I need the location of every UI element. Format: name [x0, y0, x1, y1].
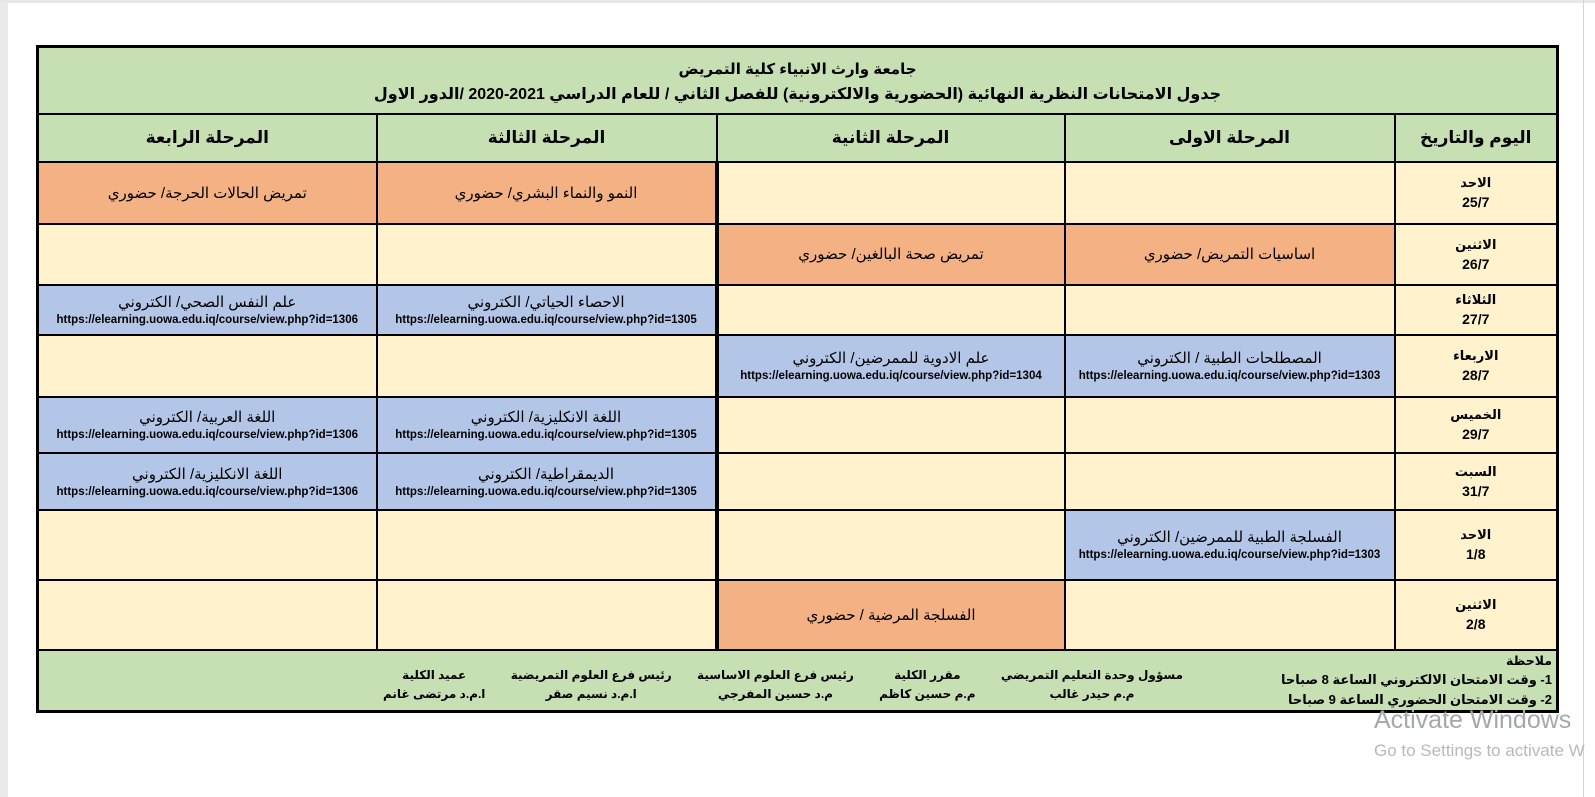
window-right-edge	[1583, 0, 1584, 797]
window-left-gutter	[0, 0, 8, 797]
university-title: جامعة وارث الانبياء كلية التمريض	[678, 61, 917, 79]
exam-cell	[38, 397, 377, 453]
day-name: الاحد	[1460, 175, 1492, 190]
course-name: الديمقراطية/ الكتروني	[477, 465, 615, 483]
empty-cell	[377, 335, 717, 397]
day-date: 29/7	[1462, 426, 1490, 442]
course-url[interactable]: https://elearning.uowa.edu.iq/course/view.php?id=1303	[1078, 370, 1381, 382]
day-name: الاثنين	[1455, 236, 1497, 252]
exam-cell	[38, 285, 377, 335]
course-name: الفسلجة الطبية للممرضين/ الكتروني	[1117, 529, 1342, 546]
notes-heading: ملاحظة	[1506, 653, 1552, 668]
activate-windows-watermark	[1374, 706, 1585, 761]
day-date: 31/7	[1462, 482, 1490, 499]
signature-name: ا.م.د مرتضى غانم	[383, 687, 486, 701]
column-header-stage3: المرحلة الثالثة	[377, 114, 717, 162]
empty-cell	[377, 510, 717, 580]
table-row	[38, 224, 1558, 285]
course-name: تمريض صحة البالغين/ حضوري	[798, 246, 984, 263]
signature-row	[383, 668, 1183, 701]
empty-cell	[1065, 397, 1395, 453]
signature-basic-sciences-head	[697, 668, 854, 701]
day-cell	[1395, 453, 1558, 510]
day-date: 27/7	[1462, 311, 1490, 327]
course-url[interactable]: https://elearning.uowa.edu.iq/course/view.php?id=1303	[1078, 549, 1381, 561]
course-name: اللغة العربية/ الكتروني	[139, 409, 276, 426]
signature-title: رئيس فرع العلوم الاساسية	[697, 668, 854, 682]
exam-cell	[377, 453, 717, 510]
empty-cell	[717, 453, 1065, 510]
course-url[interactable]: https://elearning.uowa.edu.iq/course/view.php?id=1305	[395, 314, 697, 326]
day-cell	[1395, 397, 1558, 453]
table-row	[38, 453, 1558, 510]
table-row	[38, 580, 1558, 650]
day-date: 26/7	[1462, 255, 1490, 272]
exam-cell	[377, 397, 717, 453]
empty-cell	[1065, 285, 1395, 335]
column-header-stage1: المرحلة الاولى	[1065, 114, 1395, 162]
course-name: تمريض الحالات الحرجة/ حضوري	[107, 184, 307, 202]
signature-name: ا.م.د نسيم صقر	[545, 687, 637, 701]
signature-name: م.م حسين كاظم	[879, 687, 976, 701]
signature-college-rapporteur	[879, 668, 975, 701]
empty-cell	[38, 224, 377, 285]
empty-cell	[1065, 580, 1395, 650]
signature-title: مسؤول وحدة التعليم التمريضي	[1000, 668, 1183, 682]
day-date: 2/8	[1466, 616, 1486, 632]
document-sheet	[8, 3, 1583, 797]
day-cell	[1395, 510, 1558, 580]
course-name: اللغة الانكليزية/ الكتروني	[132, 465, 283, 483]
course-url[interactable]: https://elearning.uowa.edu.iq/course/view.php?id=1306	[56, 485, 358, 498]
day-name: الاربعاء	[1453, 348, 1499, 363]
empty-cell	[1065, 162, 1395, 224]
table-row	[38, 397, 1558, 453]
course-url[interactable]: https://elearning.uowa.edu.iq/course/view.php?id=1304	[740, 370, 1042, 382]
day-name: الخميس	[1450, 407, 1502, 422]
empty-cell	[38, 580, 377, 650]
column-header-stage4: المرحلة الرابعة	[38, 114, 377, 162]
day-date: 28/7	[1462, 367, 1490, 383]
signature-title: رئيس فرع العلوم التمريضية	[510, 668, 672, 682]
signature-name: م.د حسين المفرجي	[717, 687, 833, 701]
course-name: اللغة الانكليزية/ الكتروني	[470, 409, 622, 426]
day-cell	[1395, 285, 1558, 335]
empty-cell	[38, 335, 377, 397]
day-cell	[1395, 335, 1558, 397]
exam-schedule-table	[36, 45, 1559, 713]
empty-cell	[1065, 453, 1395, 510]
course-name: الفسلجة المرضية / حضوري	[806, 606, 976, 624]
exam-cell	[717, 224, 1065, 285]
table-row	[38, 162, 1558, 224]
signature-title: مقرر الكلية	[894, 668, 961, 682]
exam-cell	[717, 580, 1065, 650]
exam-cell	[377, 285, 717, 335]
empty-cell	[377, 224, 717, 285]
note-item: 2- وقت الامتحان الحضوري الساعة 9 صباحا	[1288, 691, 1552, 707]
course-name: النمو والنماء البشري/ حضوري	[454, 184, 638, 202]
exam-cell	[1065, 224, 1395, 285]
day-date: 1/8	[1466, 546, 1486, 562]
empty-cell	[717, 510, 1065, 580]
course-url[interactable]: https://elearning.uowa.edu.iq/course/view.php?id=1306	[56, 429, 358, 441]
exam-cell	[1065, 335, 1395, 397]
exam-cell	[377, 162, 717, 224]
signature-nursing-education-officer	[1001, 668, 1183, 701]
table-row	[38, 285, 1558, 335]
day-name: الثلاثاء	[1455, 292, 1497, 307]
day-date: 25/7	[1462, 194, 1490, 210]
day-cell	[1395, 162, 1558, 224]
day-name: السبت	[1454, 463, 1497, 479]
empty-cell	[377, 580, 717, 650]
empty-cell	[717, 162, 1065, 224]
table-title-block	[38, 47, 1558, 114]
course-url[interactable]: https://elearning.uowa.edu.iq/course/view.php?id=1306	[56, 314, 358, 326]
column-header-stage2: المرحلة الثانية	[717, 114, 1065, 162]
signature-name: م.م حيدر غالب	[1049, 687, 1135, 701]
day-cell	[1395, 224, 1558, 285]
exam-cell	[717, 335, 1065, 397]
signature-college-dean	[383, 668, 485, 701]
course-name: المصطلحات الطبية / الكتروني	[1137, 350, 1322, 367]
note-item: 1- وقت الامتحان الالكتروني الساعة 8 صباحا	[1281, 671, 1552, 687]
course-url[interactable]: https://elearning.uowa.edu.iq/course/view.php?id=1305	[395, 429, 697, 441]
signature-nursing-sciences-head	[511, 668, 672, 701]
day-name: الاثنين	[1455, 597, 1497, 612]
exam-cell	[38, 162, 377, 224]
day-cell	[1395, 580, 1558, 650]
exam-cell	[38, 453, 377, 510]
table-row	[38, 510, 1558, 580]
watermark-title: Activate Windows	[1374, 706, 1572, 734]
course-name: علم النفس الصحي/ الكتروني	[118, 294, 297, 311]
empty-cell	[717, 397, 1065, 453]
table-row	[38, 335, 1558, 397]
exam-cell	[1065, 510, 1395, 580]
course-name: اساسيات التمريض/ حضوري	[1143, 246, 1316, 263]
watermark-subtitle: Go to Settings to activate W	[1374, 741, 1585, 760]
column-header-day: اليوم والتاريخ	[1395, 114, 1558, 162]
empty-cell	[717, 285, 1065, 335]
course-name: الاحصاء الحياتي/ الكتروني	[467, 294, 625, 311]
course-name: علم الادوية للممرضين/ الكتروني	[792, 350, 990, 367]
schedule-title: جدول الامتحانات النظرية النهائية (الحضورية والالكترونية) للفصل الثاني / للعام الدراسي 2021-2020 /الدور الاول	[373, 86, 1222, 104]
course-url[interactable]: https://elearning.uowa.edu.iq/course/view.php?id=1305	[395, 485, 697, 498]
empty-cell	[38, 510, 377, 580]
signature-title: عميد الكلية	[402, 668, 467, 682]
day-name: الاحد	[1460, 527, 1492, 542]
